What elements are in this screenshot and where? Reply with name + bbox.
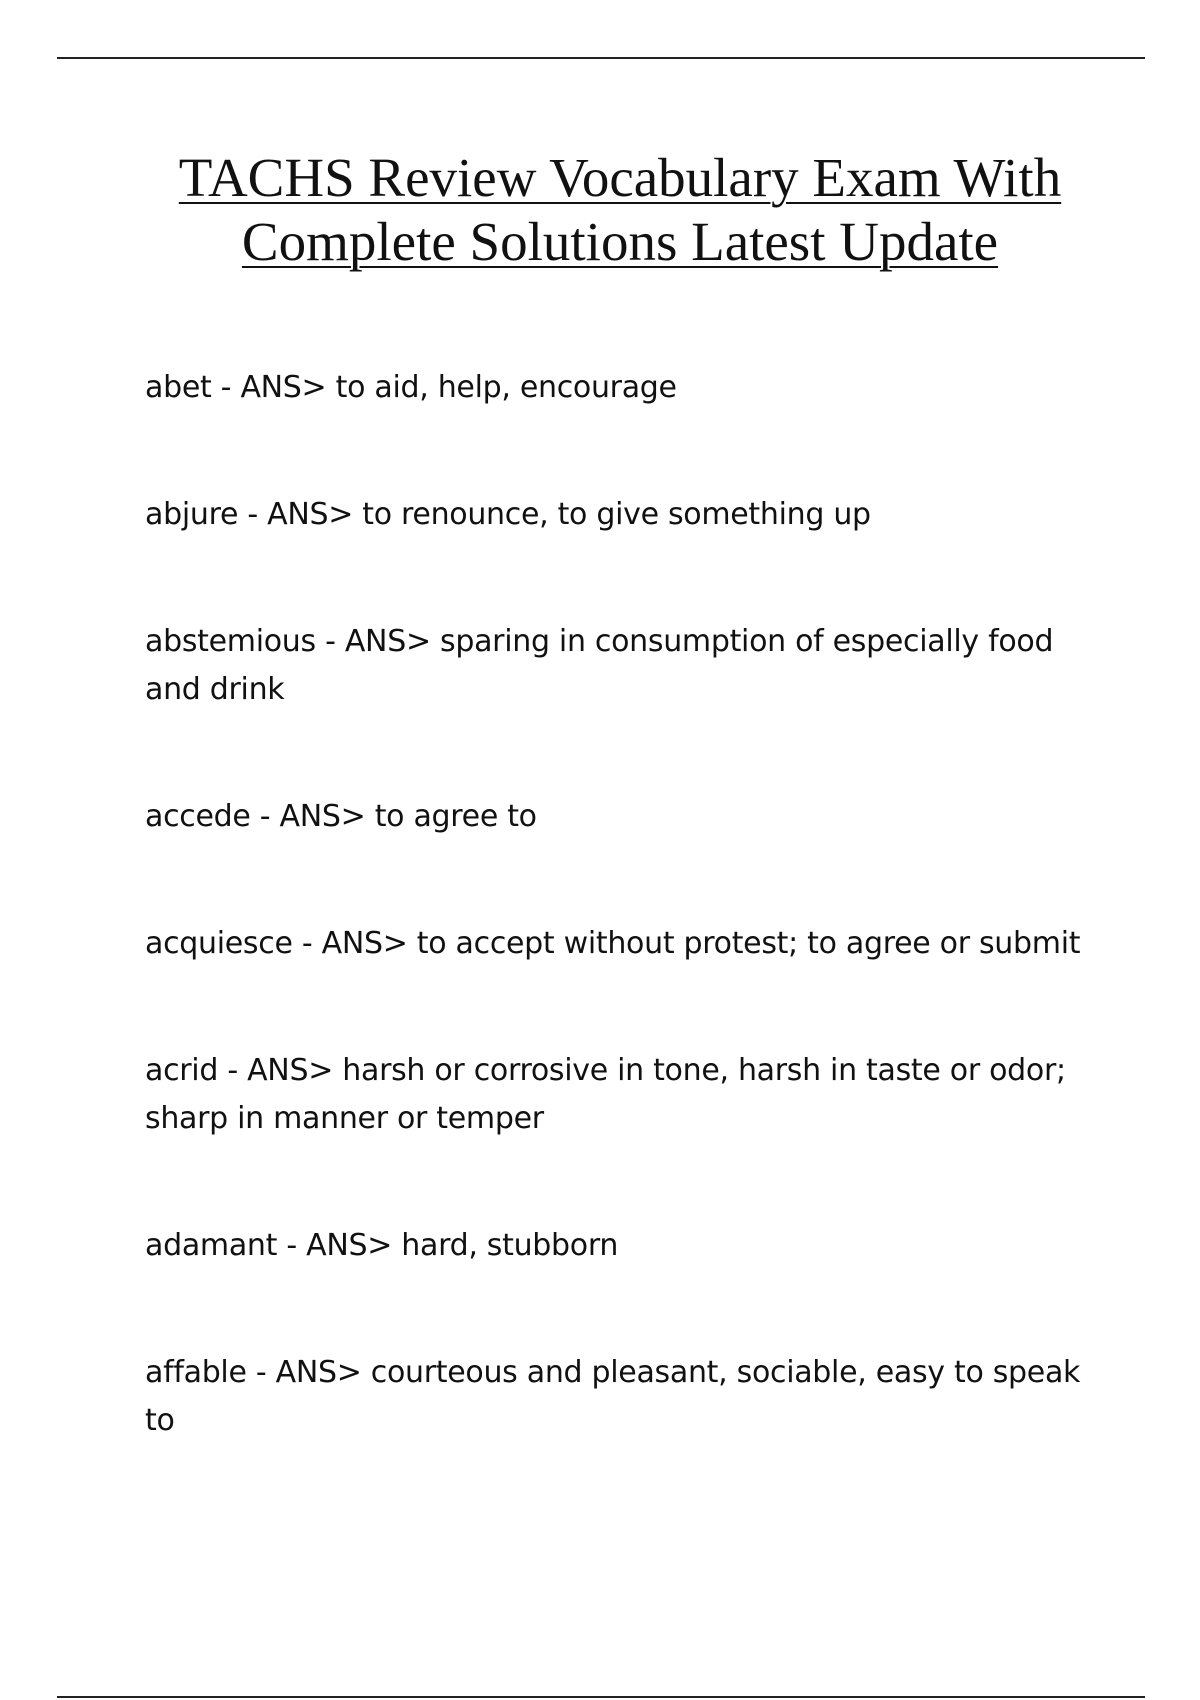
vocab-entry-acrid: acrid - ANS> harsh or corrosive in tone, harsh in taste or odor; sharp in manner or temper bbox=[145, 1053, 1066, 1136]
vocab-entry-abstemious: abstemious - ANS> sparing in consumption of especially food and drink bbox=[145, 624, 1054, 707]
vocab-entry-adamant: adamant - ANS> hard, stubborn bbox=[145, 1228, 619, 1263]
title-line-2: Complete Solutions Latest Update bbox=[241, 211, 999, 272]
vocab-entry-affable: affable - ANS> courteous and pleasant, sociable, easy to speak to bbox=[145, 1355, 1081, 1438]
top-divider bbox=[57, 57, 1145, 59]
title-line-1: TACHS Review Vocabulary Exam With bbox=[178, 147, 1062, 208]
vocab-entry-acquiesce: acquiesce - ANS> to accept without protest; to agree or submit bbox=[145, 926, 1081, 961]
vocab-entry-accede: accede - ANS> to agree to bbox=[145, 799, 537, 834]
vocabulary-list bbox=[145, 364, 1085, 1524]
vocab-entry-abjure: abjure - ANS> to renounce, to give something up bbox=[145, 497, 871, 532]
document-title bbox=[110, 146, 1130, 274]
vocab-entry-abet: abet - ANS> to aid, help, encourage bbox=[145, 370, 677, 405]
bottom-divider bbox=[57, 1696, 1145, 1698]
